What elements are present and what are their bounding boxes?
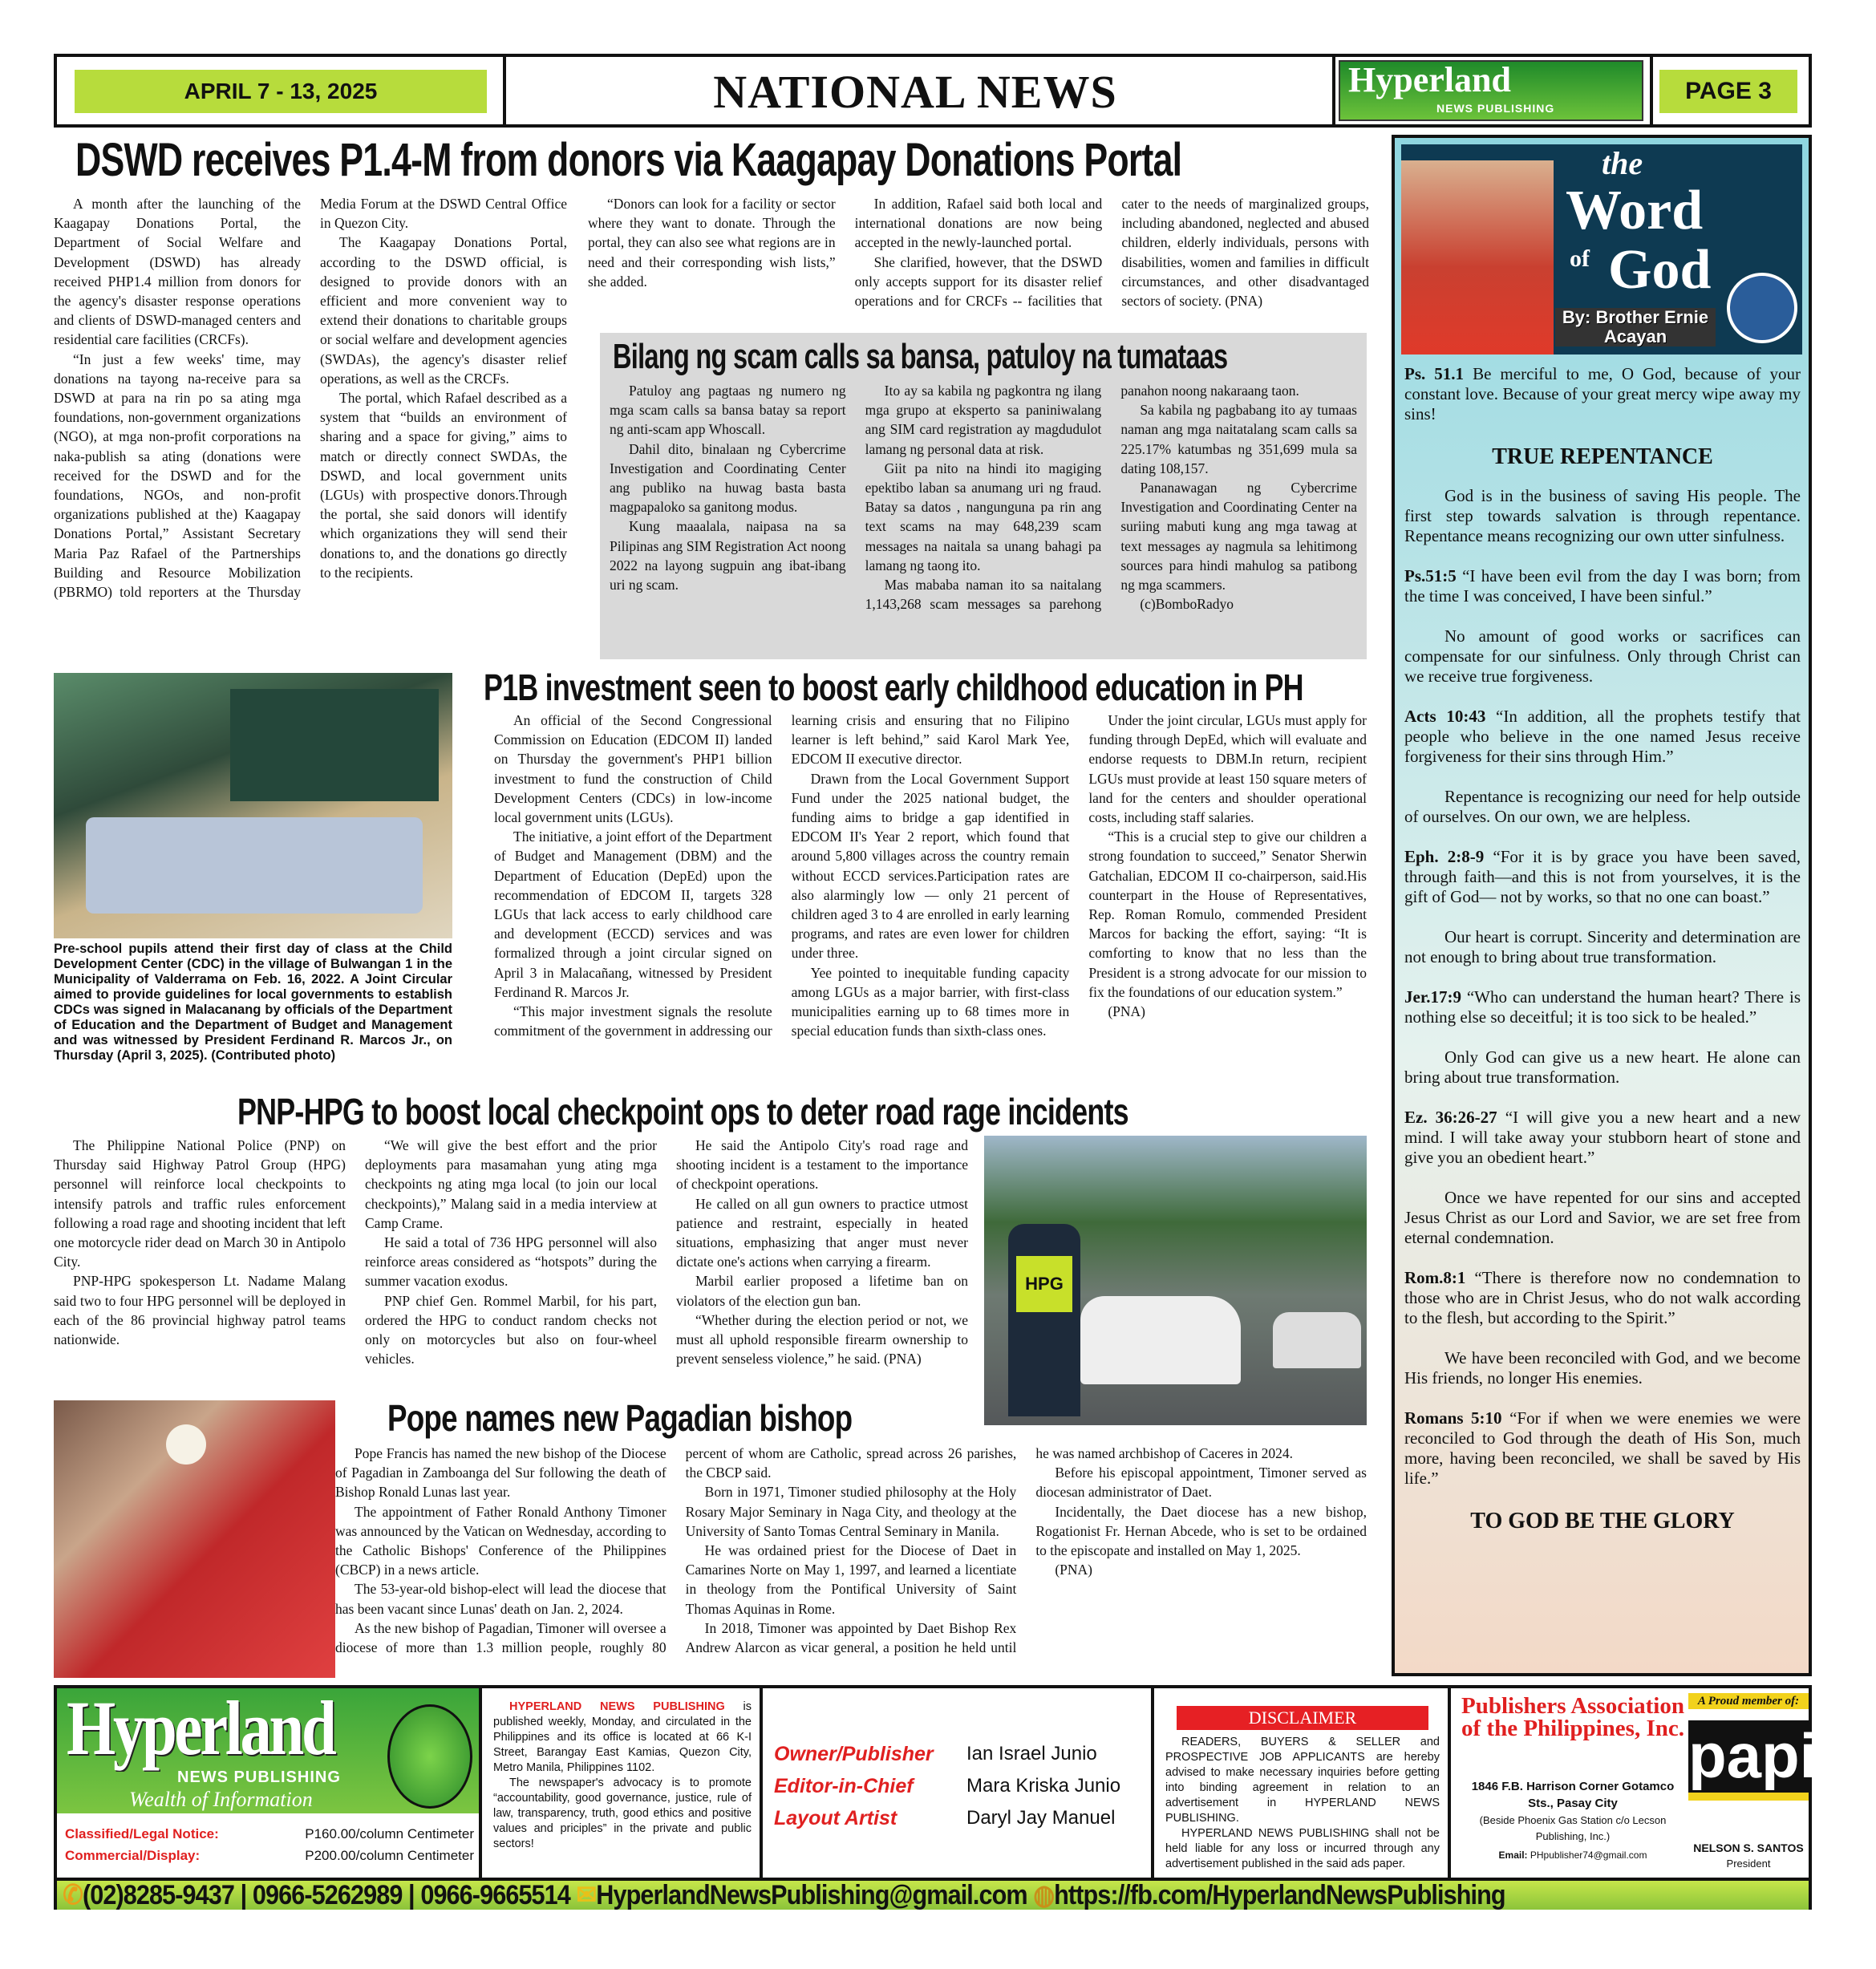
footer (54, 1685, 1817, 1910)
wog-closing: TO GOD BE THE GLORY (1470, 1509, 1735, 1533)
paragraph: Drawn from the Local Government Support Fund under the 2025 national budget, the funding aims to bridge a gap identified in EDCOM II's Year 2 report, which found that around 5,800 villages across the country remain without ECCD services.Participation rates are also alarmingly low — only 21 percent of children aged 3 to 4 are enrolled in early learning programs, and rates are even lower for children under three. (791, 770, 1070, 962)
wog-block (1404, 1108, 1801, 1168)
wog-block (1404, 987, 1801, 1027)
bishop-photo (54, 1400, 335, 1678)
paragraph: (c)BomboRadyo (1140, 596, 1234, 613)
footer-logo-tagline: Wealth of Information (129, 1788, 313, 1811)
paragraph: Pope Francis has named the new bishop of the Diocese of Pagadian in Zamboanga del Sur following the death of Bishop Ronald Lunas last year. (335, 1445, 667, 1501)
issue-date: APRIL 7 - 13, 2025 (75, 70, 487, 113)
staff-name: Mara Kriska Junio (966, 1775, 1121, 1797)
about-text-2: The newspaper's advocacy is to promote “accountability, good governance, justice, rule of law, transparency, truth, good ethics and positive values and priciples” in the private and public sectors! (493, 1777, 752, 1850)
paragraph: Born in 1971, Timoner studied philosophy at the Holy Rosary Major Seminary in Naga City, and theology at the University of Santo Tomas Central Seminary in Manila. (685, 1484, 1017, 1539)
verse-ref: Ez. 36:26-27 (1404, 1108, 1497, 1127)
paragraph: (PNA) (1108, 1003, 1145, 1020)
paragraph: Ito ay sa kabila ng pagkontra ng ilang mga grupo at eksperto sa paniniwalang ang SIM card registration ay magdudulot lamang ng personal data at risk. (865, 383, 1102, 457)
paragraph: Under the joint circular, LGUs must apply for funding through DepEd, which will evaluate and endorse requests to DBM.In return, recipient LGUs must provide at least 150 square meters of land for the centers and shoulder operational costs, including staff salaries. (1088, 712, 1367, 826)
verse-text: “In addition, all the prophets testify that people who believe in the one named Jesus receive forgiveness for their sins through Him.” (1404, 707, 1801, 766)
paragraph: Mas mababa naman ito sa naitalang 1,143,268 scam messages sa parehong panahon noong nakaraang taon. (865, 383, 1299, 613)
footer-about (485, 1688, 763, 1878)
paragraph: “This is a crucial step to give our children a strong foundation to succeed,” Senator Sherwin Gatchalian, EDCOM II co-chairperson, said.His counterpart in the House of Representatives, Rep. Roman Romulo, commended President Marcos for backing the effort, saying: “It is comforting to know that no less than the President is a strong advocate for our mission to fix the foundations of our education system.” (1088, 829, 1367, 1000)
hyperland-footer-logo (57, 1685, 479, 1813)
dswd-headline: DSWD receives P1.4-M from donors via Kaagapay Donations Portal (75, 134, 1182, 186)
paragraph: She clarified, however, that the DSWD only accepts support for its disaster relief operations and for CRCFs -- facilities that cater to the needs of marginalized groups, including abandoned, neglected and abused children, elderly individuals, persons with disabilities, women and families in difficult circumstances, and other disadvantaged sectors of society. (PNA) (854, 196, 1369, 310)
paragraph: He called on all gun owners to practice utmost patience and restraint, especially in heated situations, emphasizing that anger must never dictate one's actions when carrying a firearm. (676, 1195, 968, 1270)
footer-logo-sub: NEWS PUBLISHING (177, 1768, 341, 1786)
verse-ref: Jer.17:9 (1404, 987, 1461, 1007)
disclaimer-text-1: READERS, BUYERS & SELLER and PROSPECTIVE JOB APPLICANTS are hereby advised to make necessary inquiries before getting into binding agreement in relation to an advertisement in HYPERLAND NEWS PUBLISHING. (1165, 1736, 1440, 1825)
wog-block (1404, 1408, 1801, 1489)
staff-role: Owner/Publisher (774, 1743, 934, 1765)
paragraph: PNP chief Gen. Rommel Marbil, for his part, ordered the HPG to conduct random checks not only on motorcycles but also on four-wheel vehicles. (365, 1292, 657, 1367)
pnp-article-body (54, 1136, 968, 1389)
pope-article-body (335, 1444, 1367, 1678)
paragraph: In addition, Rafael said both local and international donations are now being accepted in the newly-launched portal. (854, 196, 1103, 251)
rate-label: Classified/Legal Notice: (65, 1826, 219, 1841)
staff-role: Editor-in-Chief (774, 1775, 914, 1797)
paragraph: He was ordained priest for the Diocese of Daet in Camarines Norte on May 1, 1997, and learned a licentiate in theology from the Pontifical University of Saint Thomas Aquinas in Rome. (685, 1542, 1017, 1617)
papi-name: Publishers Association of the Philippines, Inc. (1461, 1693, 1684, 1741)
footer-logo-section (57, 1685, 482, 1878)
verse-ref: Romans 5:10 (1404, 1408, 1502, 1428)
wog-block: Our heart is corrupt. Sincerity and determination are not enough to bring about true transformation. (1404, 927, 1801, 966)
scam-headline: Bilang ng scam calls sa bansa, patuloy na tumataas (613, 337, 1228, 376)
word-of-god-column (1392, 135, 1812, 1676)
papi-member-label: A Proud member of: (1688, 1693, 1809, 1709)
paragraph: Giit pa nito na hindi ito magiging epektibo laban sa anumang uri ng fraud. Batay sa datos , nangunguna pa rin ang text scams na may 648,239 scam messages na naitala sa unang bahagi pa lamang ng taong ito. (865, 460, 1102, 573)
verse-text: “Who can understand the human heart? There is nothing else so deceitful; it is too sick to be healed.” (1404, 987, 1801, 1027)
paragraph: He said a total of 736 HPG personnel will also reinforce areas considered as “hotspots” during the summer vacation exodus. (365, 1234, 657, 1290)
title-word: Word (1566, 180, 1704, 241)
staff-role: Layout Artist (774, 1807, 897, 1829)
staff-row (774, 1738, 1143, 1770)
wog-block: No amount of good works or sacrifices can compensate for our sinfulness. Only through Christ can we receive true forgiveness. (1404, 626, 1801, 686)
paragraph: An official of the Second Congressional Commission on Education (EDCOM II) landed on Thursday the government's PHP1 billion investment to fund the construction of Child Development Centers (CDCs) in low-income local government units (LGUs). (494, 712, 772, 826)
paragraph: The 53-year-old bishop-elect will lead the diocese that has been vacant since Lunas' death on Jan. 2, 2024. (335, 1581, 667, 1617)
dswd-article-part1 (54, 194, 567, 659)
contact-email[interactable]: HyperlandNewsPublishing@gmail.com (596, 1880, 1027, 1910)
footer-papi (1454, 1688, 1817, 1878)
papi-email[interactable]: PHpublisher74@gmail.com (1530, 1849, 1647, 1861)
paragraph: A month after the launching of the Kaagapay Donations Portal, the Department of Social Welfare and Development (DSWD) has already received PHP1.4 million from donors for the agency's disaster response operations and clients of DSWD-managed centers and residential care facilities (CRCFs). (54, 196, 301, 348)
paragraph: Kung maaalala, naipasa na sa Pilipinas ang SIM Registration Act noong 2022 na layong sugpuin ang ibat-ibang uri ng scam. (610, 518, 846, 594)
mail-icon: ✉ (576, 1880, 597, 1910)
paragraph: The Kaagapay Donations Portal, according to the DSWD official, is designed to provide donors with an efficient and more convenient way to extend their donations to charitable groups or social welfare and development agencies (SWDAs), the agency's disaster relief operations, as well as the CRCFs. (320, 234, 567, 387)
hpg-checkpoint-photo (984, 1136, 1367, 1425)
footer-disclaimer (1157, 1688, 1451, 1878)
paragraph: Sa kabila ng pagbabang ito ay tumaas naman ang mga naitatalang scam calls sa 225.17% katumbas ng 351,699 mula sa dating 108,157. (1120, 402, 1357, 476)
paragraph: As the new bishop of Pagadian, Timoner will oversee a diocese of more than 1.3 million people, roughly 80 percent of whom are Catholic, spread across 26 parishes, the CBCP said. (335, 1445, 1017, 1656)
footer-logo-text: Hyperland (67, 1685, 334, 1771)
verse-text: “There is therefore now no condemnation to those who are in Christ Jesus, who do not walk according to the flesh, but according to the Spirit.” (1404, 1268, 1801, 1327)
verse-text: “For if when we were enemies we were reconciled to God through the death of His Son, much more, having been reconciled, we shall be saved by His life.” (1404, 1408, 1801, 1488)
logo-text: Hyperland (1348, 60, 1511, 99)
disclaimer-text-2: HYPERLAND NEWS PUBLISHING shall not be held liable for any loss or incurred through any advertisement published in the said ads paper. (1165, 1827, 1440, 1870)
pnp-headline: PNP-HPG to boost local checkpoint ops to deter road rage incidents (237, 1091, 1128, 1132)
preschool-photo (54, 673, 452, 938)
word-of-god-banner (1401, 144, 1802, 355)
president-name: NELSON S. SANTOS (1693, 1841, 1804, 1854)
globe-icon: ◍ (1033, 1880, 1055, 1910)
phone-icon: ✆ (63, 1880, 83, 1910)
author-photo (1401, 160, 1554, 355)
rate-label: Commercial/Display: (65, 1848, 201, 1863)
paragraph: Incidentally, the Daet diocese has a new bishop, Rogationist Fr. Hernan Abcede, who is set to be ordained to the episcopate and installed on May 1, 2025. (1035, 1503, 1367, 1559)
paragraph: Before his episcopal appointment, Timoner served as diocesan administrator of Daet. (1035, 1465, 1367, 1501)
masthead (54, 54, 1812, 128)
verse-ref: Ps.51:5 (1404, 566, 1457, 585)
staff-row (774, 1770, 1143, 1802)
scam-article-body (610, 381, 1357, 655)
title-god: God (1608, 239, 1712, 301)
ad-rate-row (65, 1845, 474, 1866)
hpg-vest-label: HPG (1016, 1256, 1072, 1312)
rate-value: P200.00/column Centimeter (305, 1848, 474, 1863)
section-title: NATIONAL NEWS (713, 65, 1117, 118)
footer-staff (766, 1688, 1154, 1878)
papi-email-label: Email: (1498, 1849, 1528, 1861)
verse-ref: Acts 10:43 (1404, 707, 1486, 726)
wog-block (1404, 707, 1801, 767)
staff-name: Daryl Jay Manuel (966, 1807, 1116, 1829)
wog-block: We have been reconciled with God, and we become His friends, no longer His enemies. (1404, 1348, 1801, 1388)
contact-facebook[interactable]: https://fb.com/HyperlandNewsPublishing (1054, 1880, 1505, 1910)
wog-block: Repentance is recognizing our need for help outside of ourselves. On our own, we are helpless. (1404, 787, 1801, 826)
title-of: of (1570, 245, 1590, 272)
verse-text: “For it is by grace you have been saved, through faith—and this is not from yourselves, it is the gift of God— not by works, so that no one can boast.” (1404, 847, 1801, 906)
wog-block (1404, 566, 1801, 606)
rate-value: P160.00/column Centimeter (305, 1826, 474, 1841)
paragraph: Patuloy ang pagtaas ng numero ng mga scam calls sa bansa batay sa report ng anti-scam app Whoscall. (610, 383, 846, 438)
preschool-photo-caption: Pre-school pupils attend their first day of class at the Child Development Center (CDC) in the village of Bulwangan 1 in the Municipality of Valderrama on Feb. 16, 2022. A Joint Circular aimed to provide guidelines for local governments to establish CDCs was signed in Malacanang by officials of the Department of Education and the Department of Budget and Management and was witnessed by President Ferdinand R. Marcos Jr., on Thursday (April 3, 2025). (Contributed photo) (54, 942, 452, 1063)
staff-name: Ian Israel Junio (966, 1743, 1097, 1764)
verse-text: “I will give you a new heart and a new mind. I will take away your stubborn heart of stone and give you an obedient heart.” (1404, 1108, 1801, 1167)
p1b-headline: P1B investment seen to boost early childhood education in PH (484, 666, 1303, 708)
page-number: PAGE 3 (1659, 70, 1797, 113)
wog-block: Once we have repented for our sins and accepted Jesus Christ as our Lord and Savior, we are set free from eternal condemnation. (1404, 1188, 1801, 1247)
paragraph: (PNA) (1055, 1562, 1092, 1578)
verse-ref: Rom.8:1 (1404, 1268, 1466, 1287)
p1b-article-body (494, 711, 1367, 1084)
paragraph: Dahil dito, binalaan ng Cybercrime Investigation and Coordinating Center ang publiko na huwag basta basta magpapaloko sa ganitong modus. (610, 440, 846, 516)
paragraph: The Philippine National Police (PNP) on Thursday said Highway Patrol Group (HPG) personnel will reinforce local checkpoints to intensify patrols and traffic rules enforcement following a road rage and shooting incident that left one motorcycle rider dead on March 30 in Antipolo City. (54, 1137, 346, 1270)
paragraph: “Whether during the election period or not, we must all uphold responsible firearm ownership to prevent senseless violence,” he said. (PNA) (676, 1311, 968, 1367)
paragraph: He said the Antipolo City's road rage and shooting incident is a testament to the importance of checkpoint operations. (676, 1137, 968, 1193)
paragraph: Marbil earlier proposed a lifetime ban on violators of the election gun ban. (676, 1273, 968, 1309)
dswd-article-part2 (588, 194, 1369, 329)
wog-block (1404, 847, 1801, 907)
disclaimer-title: DISCLAIMER (1177, 1706, 1428, 1730)
pope-headline: Pope names new Pagadian bishop (387, 1397, 853, 1439)
verse-text: Be merciful to me, O God, because of your constant love. Because of your great mercy wipe away my sins! (1404, 364, 1801, 423)
contact-phones: (02)8285-9437 | 0966-5262989 | 0966-9665514 (82, 1880, 570, 1910)
paragraph: The portal, which Rafael described as a system that “builds an environment of sharing and a space for giving,” aims to match or directly connect SWDAs, the DSWD, and local government units (LGUs) with prospective donors.Through the portal, she said donors will identify which organizations they will send their donations to, and the donations go directly to the recipients. (320, 390, 567, 581)
wog-block (1404, 1268, 1801, 1328)
hyperland-logo (1339, 60, 1643, 121)
staff-row (774, 1802, 1143, 1834)
verse-ref: Eph. 2:8-9 (1404, 847, 1485, 866)
papi-address-note: (Beside Phoenix Gas Station c/o Lecson Publishing, Inc.) (1479, 1814, 1667, 1842)
paragraph: “We will give the best effort and the prior deployments para masamahan yung ating mga checkpoints ng ating mga local (to join our local checkpoints),” Malang said in a media interview at Camp Crame. (365, 1137, 657, 1231)
paragraph: “In just a few weeks' time, may donations na tayong na-receive para sa DSWD at para na rin po sa ating mga foundations, non-government organizations (NGO), at mga non-profit corporations na naka-publish sa ating (donations were received for the DSWD and for the foundations, NGOs, and non-profit organizations published at the) Kaagapay Donations Portal,” Assistant Secretary Maria Paz Rafael of the Partnerships Building and Resource Mobilization (PBRMO) told reporters at the Thursday Media Forum at the DSWD Central Office in Quezon City. (54, 196, 567, 601)
papi-address: 1846 F.B. Harrison Corner Gotamco Sts., Pasay City (1471, 1780, 1675, 1810)
about-text-1: is published weekly, Monday, and circulated in the Philippines and its office is located at 66 K-I Street, Barangay East Kamias, Quezon City, Metro Manila, Philippines 1102. (493, 1700, 752, 1774)
wog-block: Only God can give us a new heart. He alone can bring about true transformation. (1404, 1047, 1801, 1087)
logo-sub: NEWS PUBLISHING (1436, 102, 1555, 115)
president-title: President (1726, 1858, 1771, 1870)
paragraph: In 2018, Timoner was appointed by Daet Bishop Rex Andrew Alarcon as vicar general, a position he held until he was named archbishop of Caceres in 2024. (685, 1445, 1294, 1656)
byline: By: Brother Ernie Acayan (1555, 308, 1716, 346)
globe-icon (387, 1704, 472, 1809)
paragraph: “This major investment signals the resolute commitment of the government in addressing our learning crisis and ensuring that no Filipino learner is left behind,” said Karol Mark Yee, EDCOM II executive director. (494, 712, 1070, 1039)
paragraph: “Donors can look for a facility or sector where they want to donate. Through the portal, they can also see what regions are in need and their corresponding wish lists,” she added. (588, 196, 836, 290)
paragraph: The initiative, a joint effort of the Department of Budget and Management (DBM) and the Department of Education (DepEd) upon the recommendation of EDCOM II, targets 328 LGUs that lack access to early childhood care and development (ECCD) services and was formalized through a joint circular signed on April 3 in Malacañang, witnessed by President Ferdinand R. Marcos Jr. (494, 829, 772, 1000)
paragraph: Pananawagan ng Cybercrime Investigation and Coordinating Center na suriing mabuti kung ang mga tawag at text messages ay nagmula sa lehitimong sources para hindi mahulog sa patibong ng mga scammers. (1120, 480, 1357, 594)
verse-text: “I have been evil from the day I was born; from the time I was conceived, I have been sinful.” (1404, 566, 1801, 606)
paragraph: PNP-HPG spokesperson Lt. Nadame Malang said two to four HPG personnel will be deployed in each of the 86 provincial highway patrol teams nationwide. (54, 1273, 346, 1348)
paragraph: The appointment of Father Ronald Anthony Timoner was announced by the Vatican on Wednesday, according to the Catholic Bishops' Conference of the Philippines (CBCP) in a news article. (335, 1503, 667, 1578)
papi-logo: papi (1688, 1720, 1809, 1801)
wog-heading: TRUE REPENTANCE (1492, 444, 1713, 469)
paragraph: Yee pointed to inequitable funding capacity among LGUs as a major barrier, with first-class municipalities earning up to 68 times more in special education funds than sixth-class ones. (791, 964, 1070, 1039)
title-the: the (1602, 145, 1643, 181)
ad-rate-row (65, 1823, 474, 1845)
scam-article-box (600, 333, 1367, 659)
wog-block: God is in the business of saving His people. The first step towards salvation is through repentance. Repentance means recognizing our own utter sinfulness. (1404, 486, 1801, 545)
about-name: HYPERLAND NEWS PUBLISHING (509, 1700, 725, 1713)
word-of-god-text (1404, 364, 1801, 1550)
verse-ref: Ps. 51.1 (1404, 364, 1465, 383)
contact-bar (57, 1878, 1809, 1910)
ministry-seal-icon (1727, 273, 1797, 343)
